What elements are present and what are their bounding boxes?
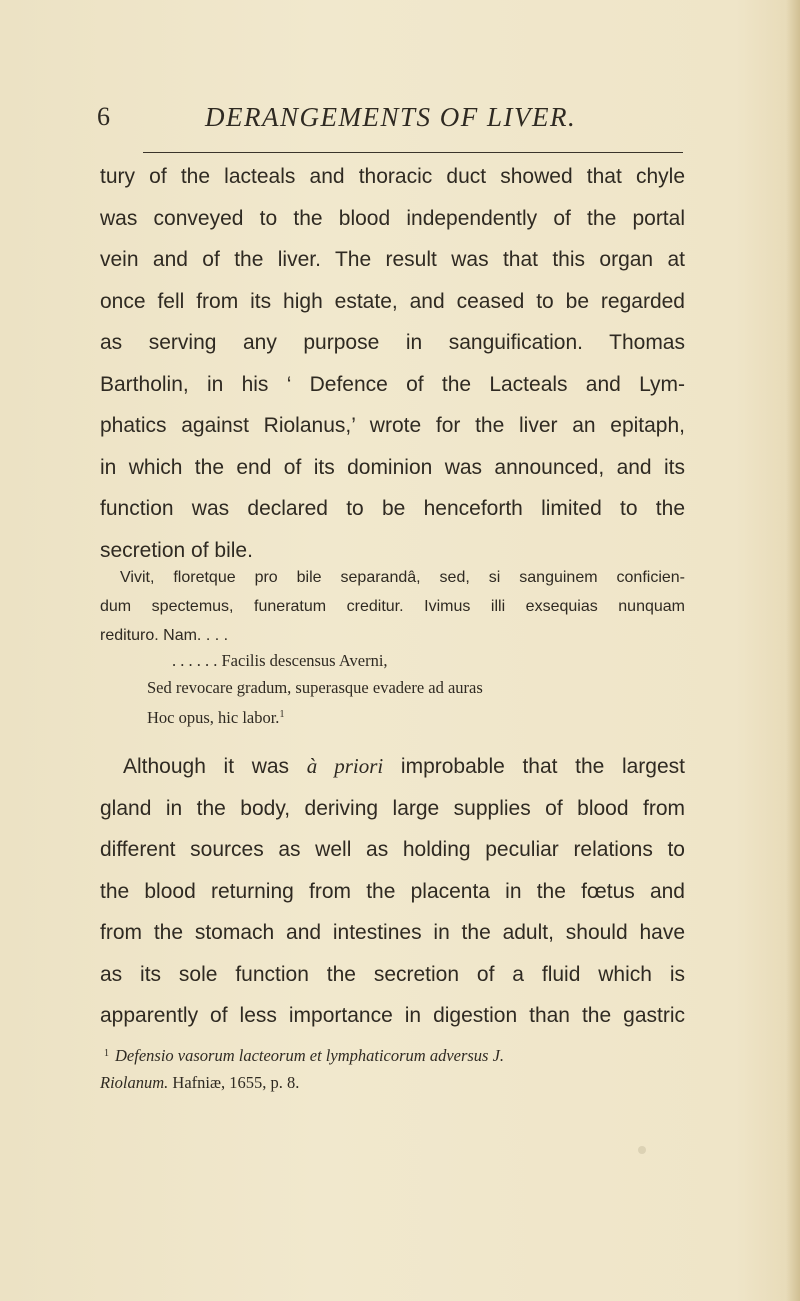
header-rule [143, 152, 683, 153]
text-line: gland in the body, deriving large supplies of blood from [100, 796, 685, 820]
text-line: as serving any purpose in sanguification. Thomas [100, 331, 685, 354]
text-line [100, 746, 685, 788]
text-line: secretion of bile. [100, 538, 253, 562]
text-segment: Although it was [123, 755, 307, 778]
text-segment: improbable that the largest [383, 755, 685, 778]
paper-spot [638, 1146, 646, 1154]
verse-line: . . . . . . Facilis descensus Averni, [172, 651, 388, 670]
quote-line: Vivit, floretque pro bile separandâ, sed, si sanguinem conficien- [120, 569, 685, 586]
text-line: from the stomach and intestines in the adult, should have [100, 921, 685, 944]
verse-line: Sed revocare gradum, superasque evadere ad auras [147, 678, 483, 697]
text-line: the blood returning from the placenta in the fœtus and [100, 879, 685, 903]
footnote-title-cont: Riolanum. [100, 1073, 169, 1092]
text-line: apparently of less importance in digestion than the gastric [100, 1004, 685, 1027]
latin-quote [100, 563, 685, 650]
verse-line [147, 701, 687, 731]
latin-verse [147, 647, 687, 731]
paragraph-1 [100, 156, 685, 571]
text-line: vein and of the liver. The result was that this organ at [100, 248, 685, 271]
text-line: function was declared to be henceforth limited to the [100, 497, 685, 520]
text-line: Bartholin, in his ‘ Defence of the Lacteals and Lym- [100, 372, 685, 396]
text-line: tury of the lacteals and thoracic duct showed that chyle [100, 165, 685, 188]
footnote [100, 1040, 685, 1096]
footnote-marker: 1 [104, 1048, 109, 1059]
footnote-reference: 1 [279, 709, 285, 720]
text-line: in which the end of its dominion was announced, and its [100, 455, 685, 479]
page-number: 6 [97, 102, 111, 131]
italic-phrase: à priori [306, 754, 384, 778]
page-edge-shadow [786, 0, 800, 1301]
quote-line: redituro. Nam. . . . [100, 627, 229, 644]
footnote-line [100, 1040, 685, 1069]
quote-line: dum spectemus, funeratum creditur. Ivimus illi exsequias nunquam [100, 598, 685, 615]
text-line: phatics against Riolanus,’ wrote for the liver an epitaph, [100, 414, 685, 437]
text-line: was conveyed to the blood independently of the portal [100, 206, 685, 230]
text-line: once fell from its high estate, and ceased to be regarded [100, 289, 685, 313]
footnote-line [100, 1069, 685, 1096]
footnote-citation: Hafniæ, 1655, p. 8. [168, 1073, 300, 1092]
page-header [97, 98, 697, 138]
paragraph-2 [100, 746, 685, 1037]
verse-text: Hoc opus, hic labor. [147, 708, 280, 727]
footnote-title: Defensio vasorum lacteorum et lymphaticorum adversus J. [115, 1046, 505, 1065]
text-line: as its sole function the secretion of a fluid which is [100, 962, 685, 986]
text-line: different sources as well as holding peculiar relations to [100, 838, 685, 861]
running-head: DERANGEMENTS OF LIVER. [205, 102, 577, 132]
